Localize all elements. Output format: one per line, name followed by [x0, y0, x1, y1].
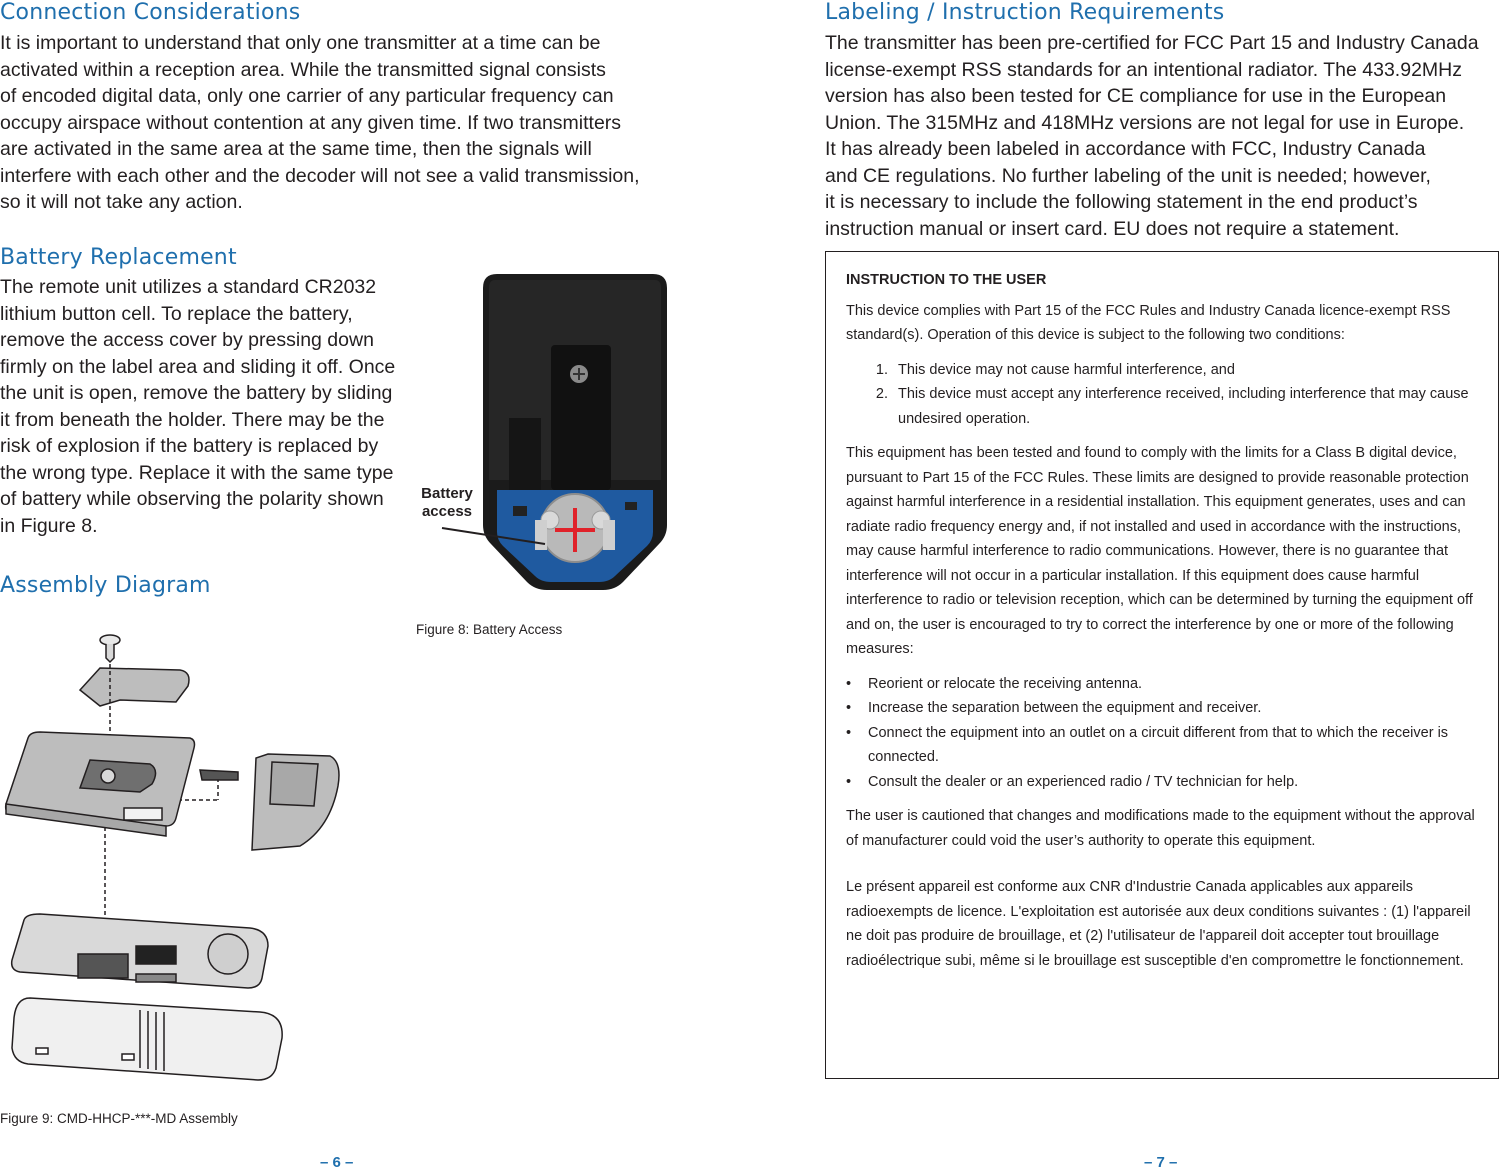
page-number-left: – 6 – — [320, 1154, 354, 1171]
text-line: in Figure 8. — [0, 514, 98, 537]
labeling-heading: Labeling / Instruction Requirements — [825, 0, 1225, 25]
assembly-diagram — [0, 628, 360, 1090]
text-line: firmly on the label area and sliding it off. Once — [0, 355, 396, 378]
text-line: Union. The 315MHz and 418MHz versions are not legal for use in Europe. — [825, 111, 1465, 134]
figure-9-caption: Figure 9: CMD-HHCP-***-MD Assembly — [0, 1111, 238, 1126]
assembly-heading: Assembly Diagram — [0, 573, 211, 598]
text-line: The transmitter has been pre-certified for FCC Part 15 and Industry Canada — [825, 32, 1479, 54]
connection-paragraph — [0, 30, 680, 216]
callout-line: access — [421, 503, 473, 520]
text-line: are activated in the same area at the same time, then the signals will — [0, 138, 592, 160]
instruction-french: Le présent appareil est conforme aux CNR d'Industrie Canada applicables aux appareils radioexempts de licence. L'exploitation est autorisée aux deux conditions suivantes : (1) l'appareil ne doit pas produire de brouillage, et (2) l'utilisateur de l'appareil doit accepter tout brouillage radioélectrique subi, même si le brouillage est susceptible d'en compromettre le fonctionnement. — [846, 879, 1471, 969]
list-item: 1. This device may not cause harmful interference, and — [892, 358, 1486, 383]
text-line: of battery while observing the polarity shown — [0, 488, 384, 510]
text-line: it is necessary to include the following statement in the end product’s — [825, 191, 1418, 213]
text-line: and CE regulations. No further labeling of the unit is needed; however, — [825, 164, 1431, 187]
text-line: it from beneath the holder. There may be the — [0, 408, 385, 431]
text-line: It has already been labeled in accordance with FCC, Industry Canada — [825, 138, 1426, 160]
text-line: remove the access cover by pressing down — [0, 329, 374, 351]
battery-access-photo — [475, 270, 675, 600]
text-line: instruction manual or insert card. EU does not require a statement. — [825, 217, 1400, 240]
instruction-title: INSTRUCTION TO THE USER — [846, 272, 1047, 288]
text-line: lithium button cell. To replace the battery, — [0, 302, 353, 325]
text-line: the unit is open, remove the battery by sliding — [0, 382, 393, 404]
instruction-caution: The user is cautioned that changes and modifications made to the equipment without the approval of manufacturer could void the user’s authority to operate this equipment. — [846, 808, 1475, 849]
list-item: 2. This device must accept any interference received, including interference that may cause undesired operation. — [892, 382, 1486, 431]
text-line: license-exempt RSS standards for an intentional radiator. The 433.92MHz — [825, 58, 1462, 81]
text-line: so it will not take any action. — [0, 191, 243, 213]
text-line: It is important to understand that only one transmitter at a time can be — [0, 32, 601, 54]
text-line: occupy airspace without contention at any given time. If two transmitters — [0, 111, 622, 134]
text-line: the wrong type. Replace it with the same type — [0, 461, 394, 484]
figure-8-caption: Figure 8: Battery Access — [416, 622, 563, 637]
page-number-right: – 7 – — [1144, 1154, 1178, 1171]
conditions-list — [846, 358, 1486, 432]
measures-list — [846, 672, 1486, 795]
battery-paragraph — [0, 274, 420, 539]
instruction-tested: This equipment has been tested and found to comply with the limits for a Class B digital device, pursuant to Part 15 of the FCC Rules. These limits are designed to provide reasonable protection against harmful interference in a residential installation. This equipment generates, uses and can radiate radio frequency energy and, if not installed and used in accordance with the instructions, may cause harmful interference to radio communications. However, there is no guarantee that interference will not occur in a particular installation. If this equipment does cause harmful interference to radio or television reception, which can be determined by turning the equipment off and on, the user is encouraged to try to correct the interference by one or more of the following measures: — [846, 445, 1473, 657]
list-item: • Reorient or relocate the receiving antenna. — [846, 672, 1486, 697]
list-item: • Connect the equipment into an outlet on a circuit different from that to which the receiver is connected. — [846, 721, 1486, 770]
battery-heading: Battery Replacement — [0, 245, 237, 270]
text-line: interfere with each other and the decoder will not see a valid transmission, — [0, 164, 640, 187]
labeling-paragraph — [825, 30, 1500, 242]
connection-heading: Connection Considerations — [0, 0, 301, 25]
screw-icon — [106, 644, 114, 662]
list-item: • Increase the separation between the equipment and receiver. — [846, 696, 1486, 721]
text-line: risk of explosion if the battery is replaced by — [0, 435, 379, 457]
instruction-intro: This device complies with Part 15 of the FCC Rules and Industry Canada licence-exempt RSS standard(s). Operation of this device is subject to the following two conditions: — [846, 302, 1451, 343]
text-line: version has also been tested for CE compliance for use in the European — [825, 85, 1447, 107]
callout-arrow — [440, 520, 550, 550]
text-line: The remote unit utilizes a standard CR2032 — [0, 276, 377, 298]
text-line: of encoded digital data, only one carrier of any particular frequency can — [0, 85, 614, 107]
text-line: activated within a reception area. While the transmitted signal consists — [0, 58, 606, 81]
list-item: • Consult the dealer or an experienced radio / TV technician for help. — [846, 770, 1486, 795]
instruction-box — [825, 251, 1499, 1079]
battery-access-callout — [410, 485, 484, 521]
callout-line: Battery — [421, 485, 473, 502]
